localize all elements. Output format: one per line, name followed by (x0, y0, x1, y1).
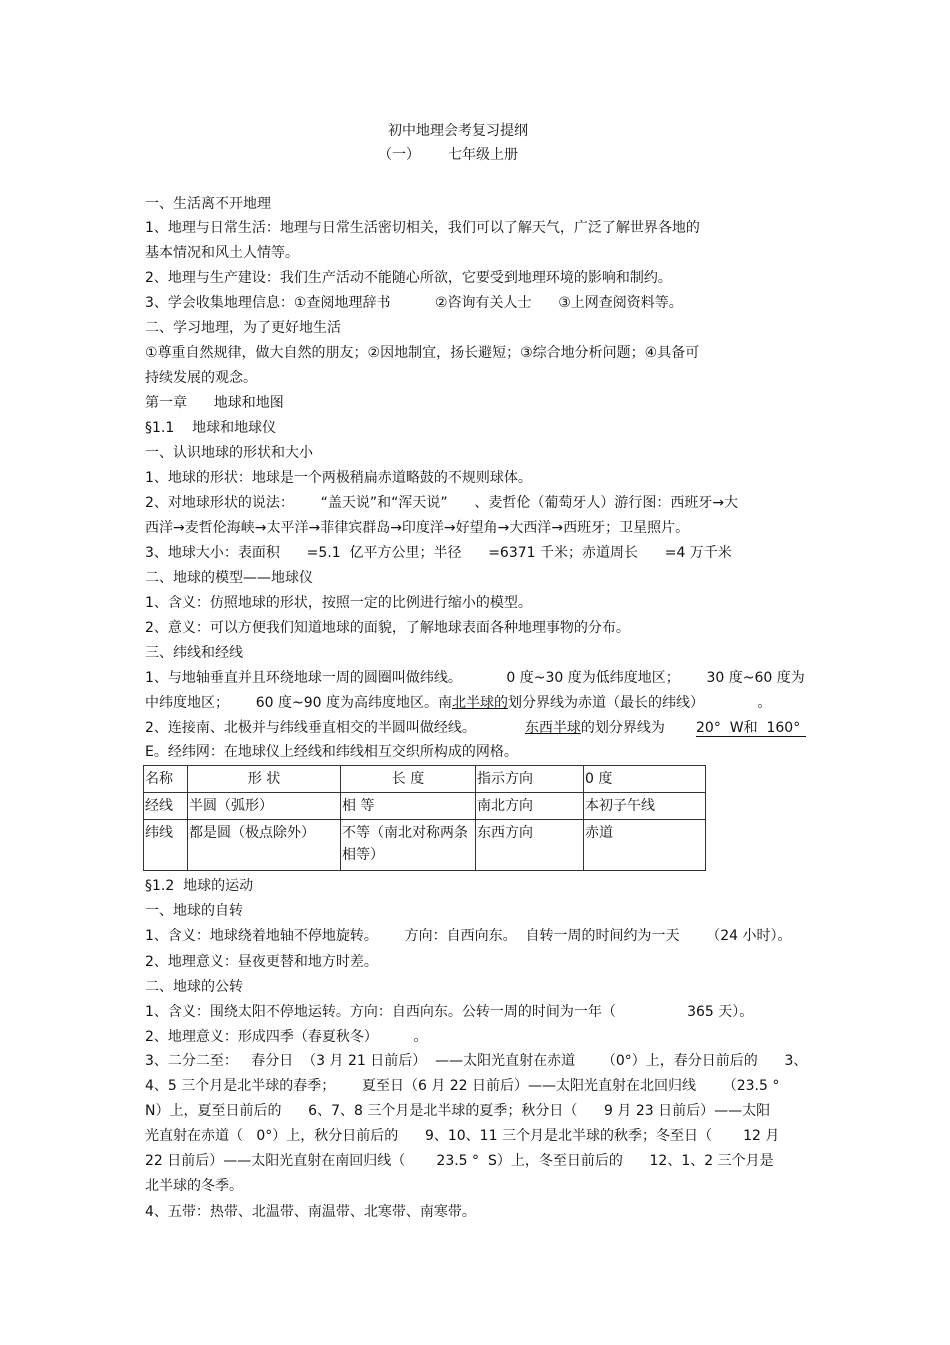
text-line: 1、地球的形状：地球是一个两极稍扁赤道略鼓的不规则球体。 (145, 470, 532, 486)
table-row (144, 820, 706, 871)
text-line: ①尊重自然规律，做大自然的朋友；②因地制宜，扬长避短；③综合地分析问题；④具备可 (145, 345, 700, 361)
text-line: 3、地球大小：表面积 =5.1 亿平方公里；半径 =6371 千米；赤道周长 =4 万千米 (145, 545, 732, 561)
table-cell: 纬线 (144, 820, 188, 871)
text-line: 2、意义：可以方便我们知道地球的面貌，了解地球表面各种地理事物的分布。 (145, 620, 630, 636)
table-header-cell: 长 度 (341, 766, 476, 793)
table-cell: 东西方向 (476, 820, 584, 871)
table-cell: 都是圆（极点除外） (188, 820, 341, 871)
text-line: E。经纬网：在地球仪上经线和纬线相互交织所构成的网格。 (145, 744, 518, 760)
text-line: 西洋→麦哲伦海峡→太平洋→菲律宾群岛→印度洋→好望角→大西洋→西班牙；卫星照片。 (145, 520, 690, 536)
table-cell: 半圆（弧形） (188, 793, 341, 820)
text-line: 中纬度地区； 60 度~90 度为高纬度地区。南北半球的划分界线为赤道（最长的纬线） 。 (145, 695, 772, 711)
table-header-cell: 名称 (144, 766, 188, 793)
table-row (144, 793, 706, 820)
text-line: 1、与地轴垂直并且环绕地球一周的圆圈叫做纬线。 0 度~30 度为低纬度地区； 30 度~60 度为 (145, 670, 805, 686)
document-title: 初中地理会考复习提纲 (388, 123, 528, 139)
underlined-term: 东西半球 (524, 720, 581, 736)
text-line: 22 日前后）——太阳光直射在南回归线（ 23.5 ° S）上，冬至日前后的 12、1、2 三个月是 (145, 1153, 774, 1169)
text-line: 2、对地球形状的说法： “盖天说”和“浑天说” 、麦哲伦（葡萄牙人）游行图：西班牙→大 (145, 495, 739, 511)
subsection-heading: §1.1 地球和地球仪 (145, 420, 277, 436)
table-cell: 本初子午线 (584, 793, 706, 820)
text-line: 2、地理意义：形成四季（春夏秋冬） 。 (145, 1029, 428, 1045)
text-line: 1、地理与日常生活：地理与日常生活密切相关，我们可以了解天气，广泛了解世界各地的 (145, 220, 700, 236)
table-cell: 经线 (144, 793, 188, 820)
table-header-row (144, 766, 706, 793)
underlined-term: 北半球的 (451, 695, 508, 711)
text-line: 光直射在赤道（ 0°）上，秋分日前后的 9、10、11 三个月是北半球的秋季；冬至日（ 12 月 (145, 1128, 780, 1144)
section-heading: 一、生活离不开地理 (145, 196, 271, 212)
table-header-cell: 指示方向 (476, 766, 584, 793)
text-line: 2、连接南、北极并与纬线垂直相交的半圆叫做经线。 东西半球的划分界线为 20° W和 160° (145, 720, 801, 736)
subtitle-number: （一） (378, 147, 420, 163)
text-line: 2、地理与生产建设：我们生产活动不能随心所欲，它要受到地理环境的影响和制约。 (145, 270, 672, 286)
chapter-heading: 第一章 地球和地图 (145, 395, 284, 411)
table-header-cell: 0 度 (584, 766, 706, 793)
text-line: N）上，夏至日前后的 6、7、8 三个月是北半球的夏季；秋分日（ 9 月 23 日前后）——太阳 (145, 1103, 771, 1119)
section-heading: 一、地球的自转 (145, 903, 243, 919)
table-cell: 南北方向 (476, 793, 584, 820)
text-line: 1、含义：围绕太阳不停地运转。方向：自西向东。公转一周的时间为一年（ 365 天）。 (145, 1004, 754, 1020)
text-line: 1、含义：仿照地球的形状，按照一定的比例进行缩小的模型。 (145, 595, 532, 611)
section-heading: 二、地球的模型——地球仪 (145, 570, 313, 586)
text-line: 北半球的冬季。 (145, 1178, 243, 1194)
text-line: 持续发展的观念。 (145, 370, 257, 386)
text-line: 1、含义：地球绕着地轴不停地旋转。 方向：自西向东。 自转一周的时间约为一天 （24 小时）。 (145, 928, 792, 944)
text-line: 基本情况和风土人情等。 (145, 245, 299, 261)
subsection-heading: §1.2 地球的运动 (145, 878, 254, 894)
table-header-cell: 形 状 (188, 766, 341, 793)
section-heading: 二、学习地理，为了更好地生活 (145, 320, 341, 336)
table-cell: 赤道 (584, 820, 706, 871)
section-heading: 二、地球的公转 (145, 979, 243, 995)
text-line: 2、地理意义：昼夜更替和地方时差。 (145, 954, 378, 970)
subtitle-text: 七年级上册 (448, 147, 518, 163)
text-line: 4、5 三个月是北半球的春季； 夏至日（6 月 22 日前后）——太阳光直射在北回归线 （23.5 ° (145, 1078, 780, 1094)
text-line: 4、五带：热带、北温带、南温带、北寒带、南寒带。 (145, 1204, 476, 1220)
text-line: 3、二分二至： 春分日 （3 月 21 日前后） ——太阳光直射在赤道 （0°）上，春分日前后的 3、 (145, 1053, 808, 1069)
underline-rule (696, 736, 806, 737)
text-line: 3、学会收集地理信息：①查阅地理辞书 ②咨询有关人士 ③上网查阅资料等。 (145, 295, 683, 311)
section-heading: 三、纬线和经线 (145, 645, 243, 661)
table-cell: 相 等 (341, 793, 476, 820)
comparison-table (143, 765, 706, 871)
table-cell: 不等（南北对称两条相等） (341, 820, 476, 871)
section-heading: 一、认识地球的形状和大小 (145, 445, 313, 461)
